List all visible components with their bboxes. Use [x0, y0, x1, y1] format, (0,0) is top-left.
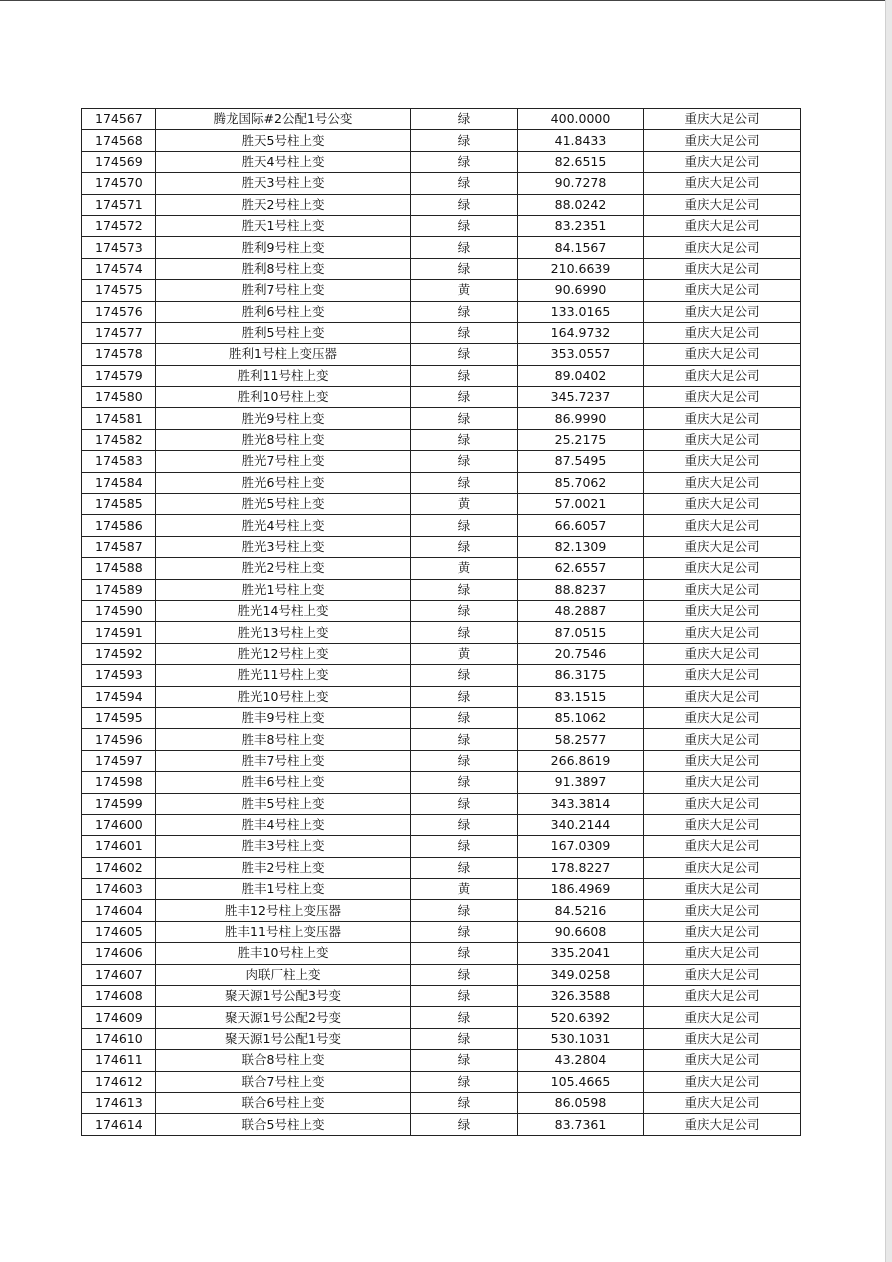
id-cell: 174586 [82, 515, 156, 536]
id-cell: 174614 [82, 1114, 156, 1135]
table-row [82, 130, 801, 151]
table-row [82, 665, 801, 686]
company-cell: 重庆大足公司 [644, 130, 801, 151]
table-row [82, 814, 801, 835]
status-cell: 绿 [411, 151, 518, 172]
id-cell: 174610 [82, 1028, 156, 1049]
value-cell: 345.7237 [518, 387, 644, 408]
value-cell: 186.4969 [518, 879, 644, 900]
table-row [82, 686, 801, 707]
name-cell: 胜光8号柱上变 [156, 429, 411, 450]
value-cell: 85.7062 [518, 472, 644, 493]
table-row [82, 793, 801, 814]
id-cell: 174613 [82, 1092, 156, 1113]
name-cell: 胜天2号柱上变 [156, 194, 411, 215]
id-cell: 174567 [82, 109, 156, 130]
id-cell: 174589 [82, 579, 156, 600]
table-row [82, 836, 801, 857]
status-cell: 绿 [411, 344, 518, 365]
status-cell: 绿 [411, 665, 518, 686]
company-cell: 重庆大足公司 [644, 600, 801, 621]
table-row [82, 237, 801, 258]
id-cell: 174606 [82, 943, 156, 964]
value-cell: 20.7546 [518, 643, 644, 664]
id-cell: 174581 [82, 408, 156, 429]
table-row [82, 408, 801, 429]
value-cell: 520.6392 [518, 1007, 644, 1028]
table-row [82, 1114, 801, 1135]
id-cell: 174573 [82, 237, 156, 258]
table-row [82, 964, 801, 985]
name-cell: 胜利10号柱上变 [156, 387, 411, 408]
company-cell: 重庆大足公司 [644, 387, 801, 408]
status-cell: 绿 [411, 451, 518, 472]
company-cell: 重庆大足公司 [644, 301, 801, 322]
value-cell: 90.6608 [518, 921, 644, 942]
id-cell: 174595 [82, 707, 156, 728]
table-row [82, 536, 801, 557]
company-cell: 重庆大足公司 [644, 943, 801, 964]
table-body [82, 109, 801, 1136]
status-cell: 绿 [411, 322, 518, 343]
name-cell: 聚天源1号公配3号变 [156, 986, 411, 1007]
name-cell: 胜天1号柱上变 [156, 215, 411, 236]
status-cell: 绿 [411, 686, 518, 707]
id-cell: 174612 [82, 1071, 156, 1092]
value-cell: 210.6639 [518, 258, 644, 279]
company-cell: 重庆大足公司 [644, 964, 801, 985]
table-row [82, 472, 801, 493]
table-row [82, 921, 801, 942]
table-row [82, 729, 801, 750]
value-cell: 167.0309 [518, 836, 644, 857]
value-cell: 82.1309 [518, 536, 644, 557]
id-cell: 174604 [82, 900, 156, 921]
status-cell: 黄 [411, 558, 518, 579]
name-cell: 胜丰3号柱上变 [156, 836, 411, 857]
company-cell: 重庆大足公司 [644, 472, 801, 493]
table-row [82, 429, 801, 450]
name-cell: 胜利5号柱上变 [156, 322, 411, 343]
status-cell: 绿 [411, 258, 518, 279]
table-row [82, 772, 801, 793]
name-cell: 胜光6号柱上变 [156, 472, 411, 493]
company-cell: 重庆大足公司 [644, 429, 801, 450]
name-cell: 胜光2号柱上变 [156, 558, 411, 579]
company-cell: 重庆大足公司 [644, 494, 801, 515]
table-row [82, 1007, 801, 1028]
company-cell: 重庆大足公司 [644, 879, 801, 900]
name-cell: 胜天5号柱上变 [156, 130, 411, 151]
name-cell: 胜利1号柱上变压器 [156, 344, 411, 365]
status-cell: 绿 [411, 1050, 518, 1071]
id-cell: 174584 [82, 472, 156, 493]
table-row [82, 280, 801, 301]
name-cell: 胜天4号柱上变 [156, 151, 411, 172]
name-cell: 胜光3号柱上变 [156, 536, 411, 557]
status-cell: 绿 [411, 793, 518, 814]
value-cell: 43.2804 [518, 1050, 644, 1071]
company-cell: 重庆大足公司 [644, 665, 801, 686]
company-cell: 重庆大足公司 [644, 344, 801, 365]
table-row [82, 622, 801, 643]
value-cell: 84.5216 [518, 900, 644, 921]
value-cell: 88.8237 [518, 579, 644, 600]
name-cell: 胜丰9号柱上变 [156, 707, 411, 728]
table-row [82, 750, 801, 771]
value-cell: 66.6057 [518, 515, 644, 536]
status-cell: 绿 [411, 387, 518, 408]
page-top-border [0, 0, 892, 1]
company-cell: 重庆大足公司 [644, 1114, 801, 1135]
id-cell: 174583 [82, 451, 156, 472]
name-cell: 胜丰1号柱上变 [156, 879, 411, 900]
status-cell: 黄 [411, 494, 518, 515]
company-cell: 重庆大足公司 [644, 536, 801, 557]
id-cell: 174575 [82, 280, 156, 301]
name-cell: 胜利9号柱上变 [156, 237, 411, 258]
name-cell: 胜丰10号柱上变 [156, 943, 411, 964]
name-cell: 胜丰2号柱上变 [156, 857, 411, 878]
name-cell: 胜丰11号柱上变压器 [156, 921, 411, 942]
name-cell: 胜光10号柱上变 [156, 686, 411, 707]
status-cell: 绿 [411, 836, 518, 857]
name-cell: 胜光13号柱上变 [156, 622, 411, 643]
id-cell: 174608 [82, 986, 156, 1007]
table-row [82, 515, 801, 536]
name-cell: 胜丰12号柱上变压器 [156, 900, 411, 921]
table-row [82, 943, 801, 964]
id-cell: 174588 [82, 558, 156, 579]
status-cell: 绿 [411, 943, 518, 964]
value-cell: 178.8227 [518, 857, 644, 878]
value-cell: 90.6990 [518, 280, 644, 301]
value-cell: 90.7278 [518, 173, 644, 194]
company-cell: 重庆大足公司 [644, 408, 801, 429]
status-cell: 绿 [411, 622, 518, 643]
value-cell: 84.1567 [518, 237, 644, 258]
table-row [82, 579, 801, 600]
value-cell: 87.5495 [518, 451, 644, 472]
company-cell: 重庆大足公司 [644, 1050, 801, 1071]
table-row [82, 879, 801, 900]
status-cell: 绿 [411, 1028, 518, 1049]
value-cell: 25.2175 [518, 429, 644, 450]
page-right-edge [885, 0, 892, 1262]
table-row [82, 301, 801, 322]
company-cell: 重庆大足公司 [644, 686, 801, 707]
id-cell: 174572 [82, 215, 156, 236]
status-cell: 绿 [411, 729, 518, 750]
table-row [82, 109, 801, 130]
name-cell: 胜光4号柱上变 [156, 515, 411, 536]
company-cell: 重庆大足公司 [644, 280, 801, 301]
status-cell: 绿 [411, 986, 518, 1007]
id-cell: 174569 [82, 151, 156, 172]
id-cell: 174598 [82, 772, 156, 793]
company-cell: 重庆大足公司 [644, 643, 801, 664]
id-cell: 174571 [82, 194, 156, 215]
value-cell: 530.1031 [518, 1028, 644, 1049]
name-cell: 联合8号柱上变 [156, 1050, 411, 1071]
value-cell: 343.3814 [518, 793, 644, 814]
value-cell: 57.0021 [518, 494, 644, 515]
company-cell: 重庆大足公司 [644, 1028, 801, 1049]
name-cell: 联合5号柱上变 [156, 1114, 411, 1135]
id-cell: 174579 [82, 365, 156, 386]
name-cell: 胜丰5号柱上变 [156, 793, 411, 814]
name-cell: 胜利8号柱上变 [156, 258, 411, 279]
name-cell: 聚天源1号公配2号变 [156, 1007, 411, 1028]
table-row [82, 151, 801, 172]
name-cell: 胜丰7号柱上变 [156, 750, 411, 771]
company-cell: 重庆大足公司 [644, 365, 801, 386]
status-cell: 绿 [411, 900, 518, 921]
id-cell: 174609 [82, 1007, 156, 1028]
value-cell: 353.0557 [518, 344, 644, 365]
name-cell: 胜光11号柱上变 [156, 665, 411, 686]
value-cell: 48.2887 [518, 600, 644, 621]
company-cell: 重庆大足公司 [644, 729, 801, 750]
value-cell: 326.3588 [518, 986, 644, 1007]
company-cell: 重庆大足公司 [644, 986, 801, 1007]
company-cell: 重庆大足公司 [644, 151, 801, 172]
value-cell: 86.3175 [518, 665, 644, 686]
status-cell: 绿 [411, 429, 518, 450]
status-cell: 绿 [411, 814, 518, 835]
status-cell: 绿 [411, 408, 518, 429]
table-row [82, 900, 801, 921]
value-cell: 88.0242 [518, 194, 644, 215]
id-cell: 174607 [82, 964, 156, 985]
table-row [82, 173, 801, 194]
id-cell: 174596 [82, 729, 156, 750]
status-cell: 绿 [411, 1114, 518, 1135]
name-cell: 胜光7号柱上变 [156, 451, 411, 472]
table-row [82, 558, 801, 579]
id-cell: 174568 [82, 130, 156, 151]
status-cell: 绿 [411, 194, 518, 215]
name-cell: 胜光9号柱上变 [156, 408, 411, 429]
status-cell: 绿 [411, 921, 518, 942]
company-cell: 重庆大足公司 [644, 857, 801, 878]
status-cell: 绿 [411, 772, 518, 793]
status-cell: 绿 [411, 857, 518, 878]
id-cell: 174592 [82, 643, 156, 664]
id-cell: 174591 [82, 622, 156, 643]
id-cell: 174590 [82, 600, 156, 621]
company-cell: 重庆大足公司 [644, 707, 801, 728]
table-row [82, 986, 801, 1007]
company-cell: 重庆大足公司 [644, 258, 801, 279]
company-cell: 重庆大足公司 [644, 515, 801, 536]
name-cell: 联合7号柱上变 [156, 1071, 411, 1092]
company-cell: 重庆大足公司 [644, 215, 801, 236]
company-cell: 重庆大足公司 [644, 793, 801, 814]
status-cell: 绿 [411, 1007, 518, 1028]
value-cell: 91.3897 [518, 772, 644, 793]
value-cell: 349.0258 [518, 964, 644, 985]
company-cell: 重庆大足公司 [644, 173, 801, 194]
status-cell: 绿 [411, 964, 518, 985]
value-cell: 340.2144 [518, 814, 644, 835]
company-cell: 重庆大足公司 [644, 622, 801, 643]
status-cell: 绿 [411, 1092, 518, 1113]
name-cell: 胜光5号柱上变 [156, 494, 411, 515]
table-row [82, 600, 801, 621]
id-cell: 174599 [82, 793, 156, 814]
name-cell: 胜光12号柱上变 [156, 643, 411, 664]
status-cell: 绿 [411, 536, 518, 557]
table-row [82, 194, 801, 215]
value-cell: 83.7361 [518, 1114, 644, 1135]
name-cell: 肉联厂柱上变 [156, 964, 411, 985]
value-cell: 133.0165 [518, 301, 644, 322]
company-cell: 重庆大足公司 [644, 558, 801, 579]
name-cell: 胜光1号柱上变 [156, 579, 411, 600]
status-cell: 绿 [411, 707, 518, 728]
name-cell: 聚天源1号公配1号变 [156, 1028, 411, 1049]
table-row [82, 365, 801, 386]
value-cell: 105.4665 [518, 1071, 644, 1092]
id-cell: 174601 [82, 836, 156, 857]
value-cell: 58.2577 [518, 729, 644, 750]
name-cell: 胜利7号柱上变 [156, 280, 411, 301]
company-cell: 重庆大足公司 [644, 921, 801, 942]
table-row [82, 857, 801, 878]
id-cell: 174600 [82, 814, 156, 835]
transformer-table [81, 108, 801, 1136]
company-cell: 重庆大足公司 [644, 451, 801, 472]
value-cell: 87.0515 [518, 622, 644, 643]
company-cell: 重庆大足公司 [644, 237, 801, 258]
company-cell: 重庆大足公司 [644, 836, 801, 857]
company-cell: 重庆大足公司 [644, 579, 801, 600]
value-cell: 400.0000 [518, 109, 644, 130]
id-cell: 174593 [82, 665, 156, 686]
id-cell: 174602 [82, 857, 156, 878]
status-cell: 绿 [411, 109, 518, 130]
company-cell: 重庆大足公司 [644, 109, 801, 130]
id-cell: 174611 [82, 1050, 156, 1071]
table-row [82, 451, 801, 472]
name-cell: 胜利6号柱上变 [156, 301, 411, 322]
table-row [82, 322, 801, 343]
name-cell: 胜利11号柱上变 [156, 365, 411, 386]
value-cell: 85.1062 [518, 707, 644, 728]
id-cell: 174570 [82, 173, 156, 194]
company-cell: 重庆大足公司 [644, 322, 801, 343]
id-cell: 174587 [82, 536, 156, 557]
name-cell: 胜丰6号柱上变 [156, 772, 411, 793]
value-cell: 86.0598 [518, 1092, 644, 1113]
status-cell: 绿 [411, 472, 518, 493]
table-row [82, 707, 801, 728]
status-cell: 绿 [411, 600, 518, 621]
table-row [82, 643, 801, 664]
id-cell: 174582 [82, 429, 156, 450]
status-cell: 黄 [411, 879, 518, 900]
value-cell: 86.9990 [518, 408, 644, 429]
id-cell: 174585 [82, 494, 156, 515]
value-cell: 82.6515 [518, 151, 644, 172]
company-cell: 重庆大足公司 [644, 900, 801, 921]
id-cell: 174577 [82, 322, 156, 343]
company-cell: 重庆大足公司 [644, 814, 801, 835]
status-cell: 绿 [411, 750, 518, 771]
id-cell: 174597 [82, 750, 156, 771]
table-row [82, 494, 801, 515]
id-cell: 174605 [82, 921, 156, 942]
status-cell: 绿 [411, 1071, 518, 1092]
company-cell: 重庆大足公司 [644, 1007, 801, 1028]
company-cell: 重庆大足公司 [644, 1071, 801, 1092]
table-row [82, 215, 801, 236]
status-cell: 绿 [411, 301, 518, 322]
name-cell: 胜光14号柱上变 [156, 600, 411, 621]
id-cell: 174576 [82, 301, 156, 322]
id-cell: 174594 [82, 686, 156, 707]
table-row [82, 387, 801, 408]
name-cell: 胜天3号柱上变 [156, 173, 411, 194]
name-cell: 联合6号柱上变 [156, 1092, 411, 1113]
value-cell: 89.0402 [518, 365, 644, 386]
id-cell: 174603 [82, 879, 156, 900]
table-row [82, 344, 801, 365]
name-cell: 胜丰4号柱上变 [156, 814, 411, 835]
table-row [82, 1028, 801, 1049]
value-cell: 164.9732 [518, 322, 644, 343]
status-cell: 绿 [411, 237, 518, 258]
id-cell: 174574 [82, 258, 156, 279]
status-cell: 黄 [411, 280, 518, 301]
company-cell: 重庆大足公司 [644, 194, 801, 215]
table-row [82, 1092, 801, 1113]
status-cell: 绿 [411, 173, 518, 194]
value-cell: 83.2351 [518, 215, 644, 236]
name-cell: 胜丰8号柱上变 [156, 729, 411, 750]
id-cell: 174578 [82, 344, 156, 365]
status-cell: 黄 [411, 643, 518, 664]
status-cell: 绿 [411, 215, 518, 236]
company-cell: 重庆大足公司 [644, 1092, 801, 1113]
table-row [82, 1071, 801, 1092]
id-cell: 174580 [82, 387, 156, 408]
company-cell: 重庆大足公司 [644, 750, 801, 771]
status-cell: 绿 [411, 365, 518, 386]
status-cell: 绿 [411, 515, 518, 536]
status-cell: 绿 [411, 579, 518, 600]
value-cell: 335.2041 [518, 943, 644, 964]
value-cell: 41.8433 [518, 130, 644, 151]
value-cell: 266.8619 [518, 750, 644, 771]
table-row [82, 1050, 801, 1071]
value-cell: 62.6557 [518, 558, 644, 579]
status-cell: 绿 [411, 130, 518, 151]
value-cell: 83.1515 [518, 686, 644, 707]
table-row [82, 258, 801, 279]
name-cell: 腾龙国际#2公配1号公变 [156, 109, 411, 130]
company-cell: 重庆大足公司 [644, 772, 801, 793]
